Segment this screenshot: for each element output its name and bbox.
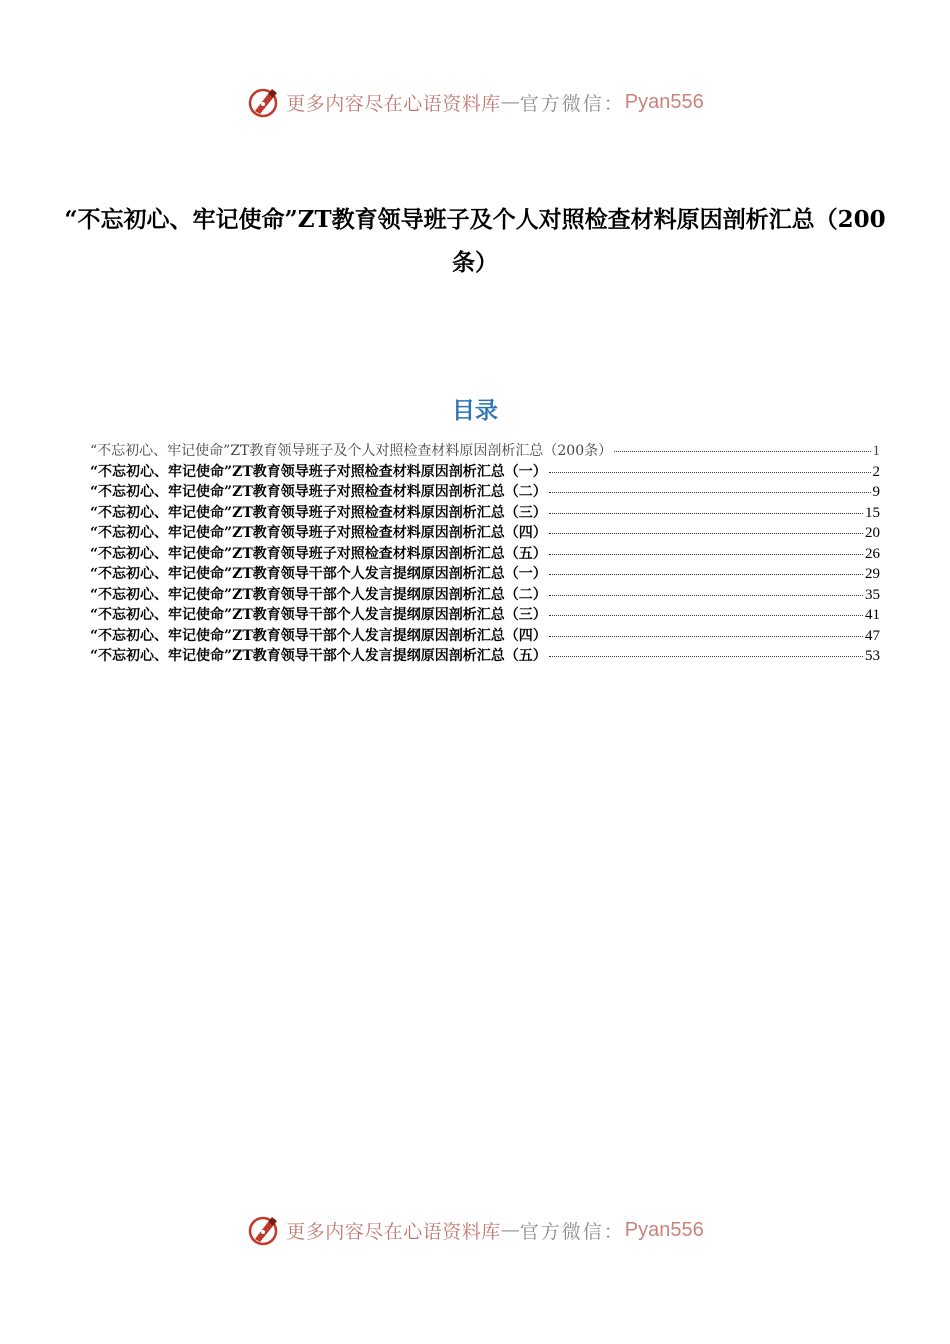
toc-entry-label: “不忘初心、牢记使命”ZT教育领导干部个人发言提纲原因剖析汇总（一） xyxy=(90,566,547,582)
toc-entry-label: “不忘初心、牢记使命”ZT教育领导班子对照检查材料原因剖析汇总（二） xyxy=(90,484,547,500)
toc-entry-page: 20 xyxy=(865,525,880,541)
toc-entry-label: “不忘初心、牢记使命”ZT教育领导班子对照检查材料原因剖析汇总（四） xyxy=(90,525,547,541)
toc-leader-dots xyxy=(549,573,863,575)
toc-entry[interactable] xyxy=(90,625,880,646)
toc-entry[interactable] xyxy=(90,502,880,523)
banner-text: 更多内容尽在心语资料库 xyxy=(286,92,501,115)
banner-label: 官方微信： xyxy=(519,1220,625,1243)
toc-entry-label: “不忘初心、牢记使命”ZT教育领导班子对照检查材料原因剖析汇总（五） xyxy=(90,545,547,562)
toc-entry-page: 26 xyxy=(865,545,880,562)
footer-banner xyxy=(0,1210,950,1250)
toc-entry-page: 41 xyxy=(865,607,880,623)
toc-entry-page: 47 xyxy=(865,627,880,644)
table-of-contents xyxy=(90,440,880,666)
toc-leader-dots xyxy=(549,532,863,534)
toc-leader-dots xyxy=(549,614,863,616)
toc-leader-dots xyxy=(549,635,863,637)
toc-entry-page: 35 xyxy=(865,586,880,603)
toc-leader-dots xyxy=(549,553,863,555)
banner-separator: — xyxy=(500,1219,520,1241)
toc-entry[interactable] xyxy=(90,461,880,482)
banner-wechat-id: Pyan556 xyxy=(624,1218,704,1241)
header-banner xyxy=(0,82,950,122)
toc-entry[interactable] xyxy=(90,584,880,605)
toc-leader-dots xyxy=(549,512,863,514)
toc-leader-dots xyxy=(549,594,863,596)
banner-wechat-id: Pyan556 xyxy=(624,90,704,113)
toc-entry[interactable] xyxy=(90,645,880,666)
toc-entry-page: 29 xyxy=(865,566,880,582)
toc-entry-label: “不忘初心、牢记使命”ZT教育领导干部个人发言提纲原因剖析汇总（二） xyxy=(90,586,547,603)
toc-leader-dots xyxy=(614,450,870,452)
toc-entry-page: 15 xyxy=(865,504,880,521)
toc-heading: 目录 xyxy=(452,398,498,424)
toc-entry-page: 1 xyxy=(872,443,880,459)
toc-leader-dots xyxy=(549,471,871,473)
toc-entry[interactable] xyxy=(90,604,880,625)
banner-label: 官方微信： xyxy=(519,92,625,115)
toc-entry-page: 9 xyxy=(872,484,880,500)
banner-text: 更多内容尽在心语资料库 xyxy=(286,1220,501,1243)
toc-entry-label: “不忘初心、牢记使命”ZT教育领导干部个人发言提纲原因剖析汇总（四） xyxy=(90,627,547,644)
toc-entry-label: “不忘初心、牢记使命”ZT教育领导班子对照检查材料原因剖析汇总（三） xyxy=(90,504,547,521)
toc-entry[interactable] xyxy=(90,522,880,543)
pen-nib-logo-icon xyxy=(246,84,282,120)
banner-separator: — xyxy=(500,91,520,113)
document-title: “不忘初心、牢记使命”ZT教育领导班子及个人对照检查材料原因剖析汇总（200条） xyxy=(64,206,886,276)
toc-entry-label: “不忘初心、牢记使命”ZT教育领导班子对照检查材料原因剖析汇总（一） xyxy=(90,463,547,480)
toc-entry[interactable] xyxy=(90,481,880,502)
toc-leader-dots xyxy=(549,655,863,657)
toc-leader-dots xyxy=(549,491,871,493)
pen-nib-logo-icon xyxy=(246,1212,282,1248)
toc-entry[interactable] xyxy=(90,543,880,564)
toc-entry-page: 2 xyxy=(872,463,880,480)
toc-entry-label: “不忘初心、牢记使命”ZT教育领导班子及个人对照检查材料原因剖析汇总（200条） xyxy=(90,443,613,459)
toc-entry-page: 53 xyxy=(865,648,880,664)
toc-entry[interactable] xyxy=(90,440,880,461)
toc-entry-label: “不忘初心、牢记使命”ZT教育领导干部个人发言提纲原因剖析汇总（五） xyxy=(90,648,547,664)
toc-entry[interactable] xyxy=(90,563,880,584)
toc-entry-label: “不忘初心、牢记使命”ZT教育领导干部个人发言提纲原因剖析汇总（三） xyxy=(90,607,547,623)
